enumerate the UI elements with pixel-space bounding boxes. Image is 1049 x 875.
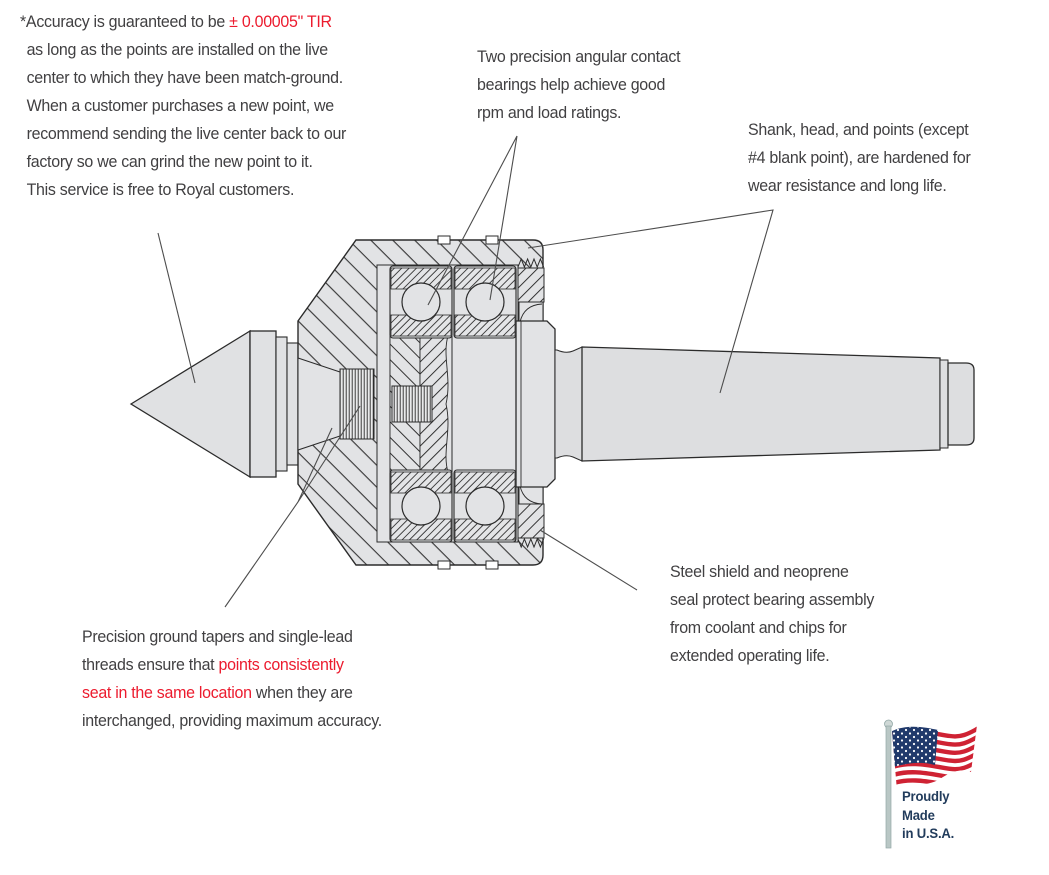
- internal-thread: [392, 386, 432, 422]
- annotation-line: [20, 8, 346, 36]
- annotation-line: [82, 679, 382, 707]
- annotation-accuracy: [20, 8, 346, 204]
- highlighted-text: ± 0.00005" TIR: [229, 12, 332, 31]
- shank-relief-groove: [555, 347, 582, 461]
- shank-taper: [582, 347, 940, 461]
- shank-step: [940, 360, 948, 448]
- flag-pole: [886, 726, 891, 848]
- annotation-line: When a customer purchases a new point, we: [26, 96, 334, 115]
- head-notch: [486, 561, 498, 569]
- annotation-line: This service is free to Royal customers.: [26, 180, 295, 199]
- flag-canton: [892, 727, 938, 767]
- annotation-shield: [670, 558, 874, 670]
- annotation-line: recommend sending the live center back to our: [26, 124, 347, 143]
- caption-line: Proudly: [902, 789, 950, 804]
- annotation-line: wear resistance and long life.: [748, 176, 947, 195]
- taper-seat: [298, 358, 340, 450]
- steel-shield: [518, 504, 544, 538]
- highlighted-text: points consistently: [218, 655, 344, 674]
- shank-tang: [948, 363, 974, 445]
- annotation-line: factory so we can grind the new point to it.: [26, 152, 313, 171]
- annotation-line: #4 blank point), are hardened for: [748, 148, 971, 167]
- steel-shield: [518, 268, 544, 302]
- annotation-line: Two precision angular contact: [477, 47, 681, 66]
- head-notch: [486, 236, 498, 244]
- bearing-ball: [466, 487, 504, 525]
- annotation-text: threads ensure that: [82, 655, 219, 674]
- leader-shield: [540, 530, 637, 590]
- annotation-text: *Accuracy is guaranteed to be: [20, 12, 230, 31]
- annotation-line: [82, 651, 382, 679]
- made-in-usa-caption: [902, 788, 954, 844]
- highlighted-text: seat in the same location: [82, 683, 252, 702]
- annotation-line: as long as the points are installed on the live: [26, 40, 328, 59]
- caption-line: Made: [902, 807, 935, 823]
- point-step-ring: [287, 343, 298, 465]
- bearing-ball: [402, 283, 440, 321]
- annotation-shank: [748, 116, 971, 200]
- annotation-line: rpm and load ratings.: [477, 103, 622, 122]
- annotation-text: when they are: [251, 683, 353, 702]
- head-notch: [438, 561, 450, 569]
- cone-point: [131, 331, 298, 477]
- annotation-line: bearings help achieve good: [477, 75, 666, 94]
- annotation-line: Precision ground tapers and single-lead: [82, 627, 353, 646]
- head-notch: [438, 236, 450, 244]
- annotation-line: interchanged, providing maximum accuracy.: [82, 711, 382, 730]
- annotation-line: seal protect bearing assembly: [670, 590, 875, 609]
- annotation-precision: [82, 623, 382, 735]
- annotation-line: Steel shield and neoprene: [670, 562, 849, 581]
- spindle-collar: [516, 321, 555, 487]
- annotation-bearings: [477, 43, 680, 127]
- bearing-ball: [402, 487, 440, 525]
- caption-line: in U.S.A.: [902, 826, 955, 841]
- point-cylinder: [250, 331, 276, 477]
- annotation-line: extended operating life.: [670, 646, 830, 665]
- bearing-ball: [466, 283, 504, 321]
- shank: [555, 347, 974, 461]
- annotation-line: Shank, head, and points (except: [748, 120, 969, 139]
- annotation-line: from coolant and chips for: [670, 618, 847, 637]
- annotation-line: center to which they have been match-ground.: [26, 68, 343, 87]
- point-step-ring: [276, 337, 287, 471]
- leader-accuracy-to-point: [158, 233, 195, 383]
